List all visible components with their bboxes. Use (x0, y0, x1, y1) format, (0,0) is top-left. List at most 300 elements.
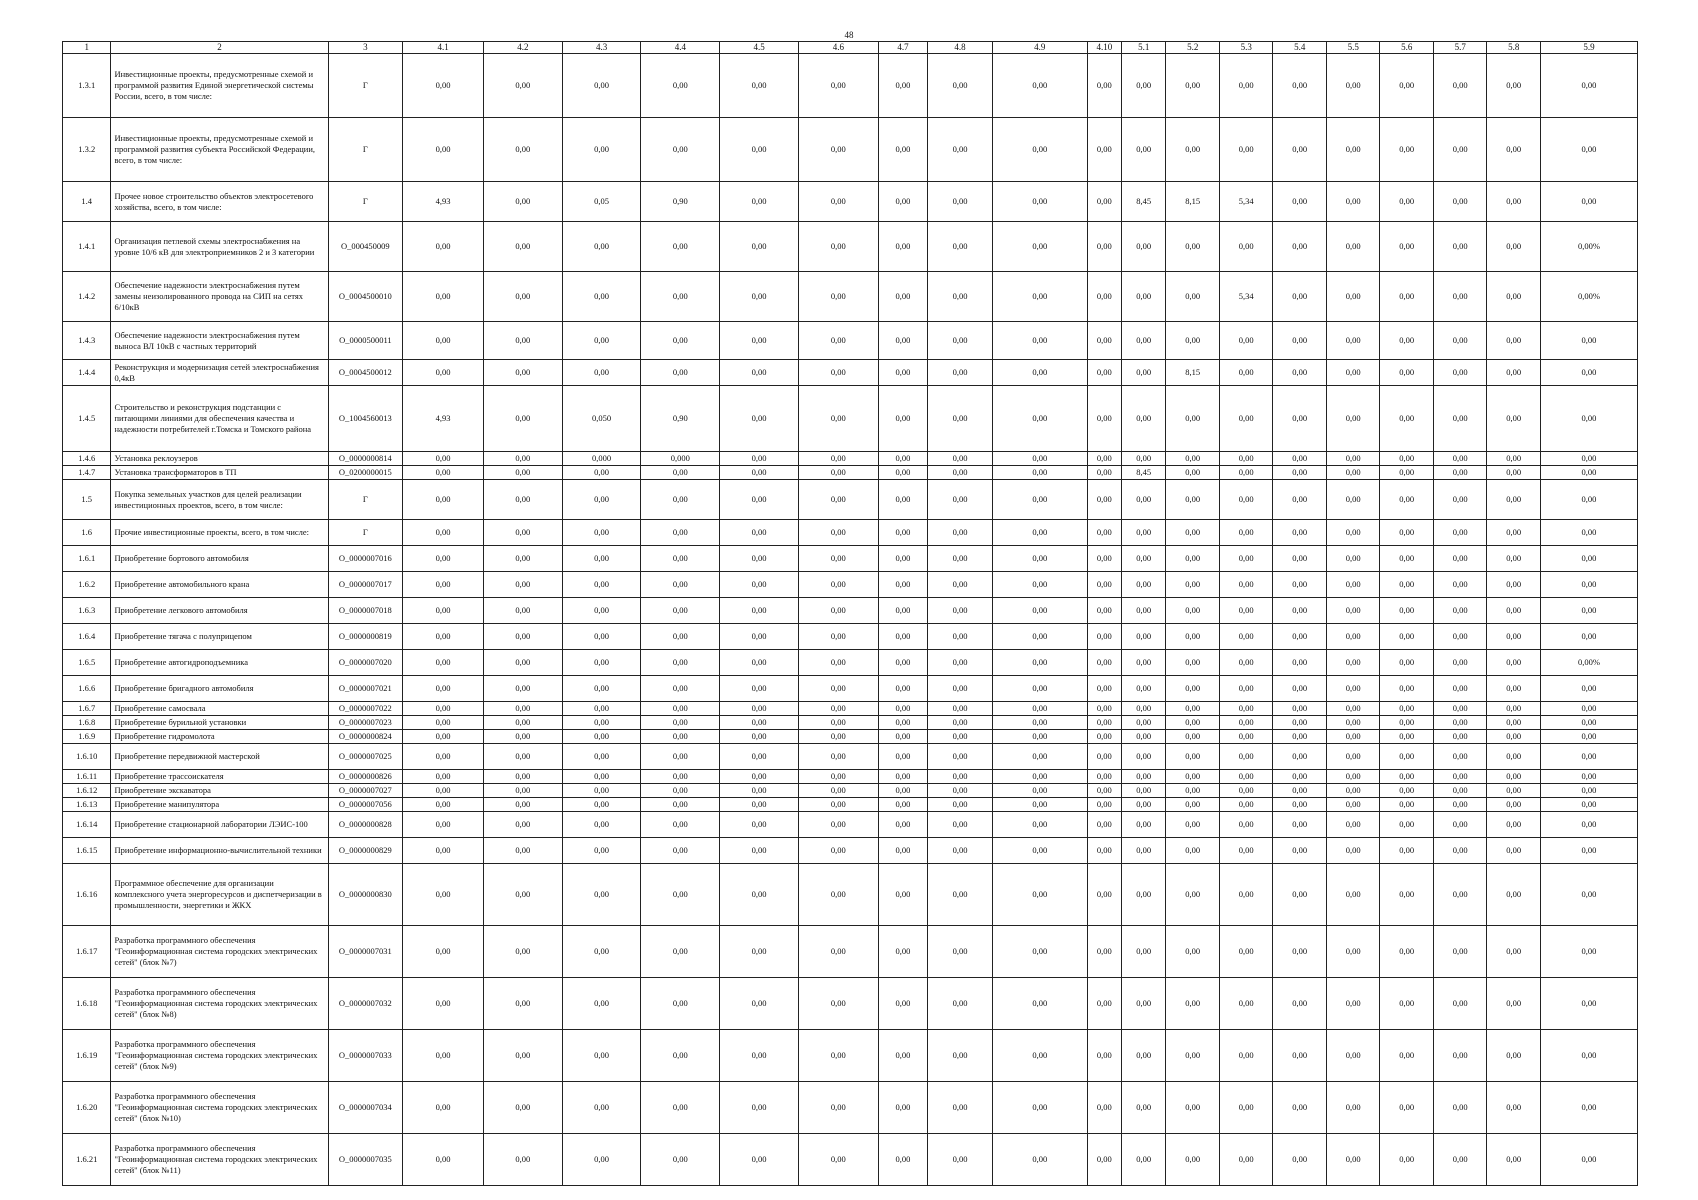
value-cell: 0,00 (878, 676, 927, 702)
value-cell: 0,00 (720, 926, 799, 978)
value-cell: 0,00 (1273, 798, 1327, 812)
value-cell: 0,00 (1219, 598, 1273, 624)
value-cell: 0,00 (1166, 650, 1220, 676)
value-cell: 0,00 (562, 322, 641, 360)
row-code: О_0000007018 (328, 598, 403, 624)
column-header: 5.4 (1273, 42, 1327, 54)
value-cell: 0,00 (1219, 978, 1273, 1030)
value-cell: 0,00 (878, 118, 927, 182)
row-code: О_0004500012 (328, 360, 403, 386)
value-cell: 0,00 (403, 650, 484, 676)
value-cell: 0,00 (1540, 54, 1637, 118)
value-cell: 0,00 (992, 386, 1087, 452)
value-cell: 0,00 (1087, 798, 1121, 812)
value-cell: 0,00 (1273, 480, 1327, 520)
value-cell: 0,00 (1087, 1082, 1121, 1134)
value-cell: 0,00 (1122, 598, 1166, 624)
value-cell: 0,00 (1166, 54, 1220, 118)
row-description: Приобретение бригадного автомобиля (111, 676, 328, 702)
row-description: Приобретение гидромолота (111, 730, 328, 744)
value-cell: 0,00 (1122, 572, 1166, 598)
value-cell: 0,00 (720, 598, 799, 624)
value-cell: 0,00 (720, 480, 799, 520)
value-cell: 0,00 (798, 54, 878, 118)
value-cell: 0,00 (1219, 360, 1273, 386)
value-cell: 0,00 (483, 452, 562, 466)
value-cell: 0,00 (1433, 624, 1487, 650)
value-cell: 0,00 (1326, 272, 1380, 322)
value-cell: 0,00 (1540, 182, 1637, 222)
value-cell: 0,00 (403, 54, 484, 118)
value-cell: 0,00 (403, 466, 484, 480)
row-code: О_0000500011 (328, 322, 403, 360)
table-row (63, 624, 1638, 650)
value-cell: 0,00 (1487, 572, 1541, 598)
row-code: О_0000007027 (328, 784, 403, 798)
value-cell: 0,00 (1087, 716, 1121, 730)
value-cell: 0,00 (1273, 1134, 1327, 1186)
value-cell: 0,00 (992, 812, 1087, 838)
value-cell: 0,00 (878, 182, 927, 222)
value-cell: 0,00 (992, 182, 1087, 222)
value-cell: 0,00 (1433, 838, 1487, 864)
value-cell: 0,00 (403, 864, 484, 926)
value-cell: 0,00% (1540, 222, 1637, 272)
value-cell: 0,00 (1219, 926, 1273, 978)
value-cell: 0,00 (720, 520, 799, 546)
value-cell: 0,00 (1433, 54, 1487, 118)
value-cell: 0,00 (1122, 650, 1166, 676)
value-cell: 0,00 (1219, 624, 1273, 650)
value-cell: 0,00 (1433, 798, 1487, 812)
value-cell: 0,00 (1087, 182, 1121, 222)
value-cell: 0,00 (403, 1134, 484, 1186)
value-cell: 0,00 (562, 572, 641, 598)
value-cell: 0,00 (641, 624, 720, 650)
table-row (63, 798, 1638, 812)
value-cell: 0,00 (1122, 222, 1166, 272)
value-cell: 0,00 (1219, 812, 1273, 838)
row-number: 1.6.16 (63, 864, 111, 926)
row-description: Приобретение передвижной мастерской (111, 744, 328, 770)
column-header: 3 (328, 42, 403, 54)
value-cell: 0,00 (1540, 784, 1637, 798)
value-cell: 0,00 (1219, 730, 1273, 744)
value-cell: 0,00 (1487, 118, 1541, 182)
row-number: 1.6.15 (63, 838, 111, 864)
value-cell: 0,00 (562, 118, 641, 182)
value-cell: 0,00 (1540, 838, 1637, 864)
row-code: О_0000007032 (328, 978, 403, 1030)
value-cell: 0,00 (1487, 452, 1541, 466)
value-cell: 0,00 (1540, 702, 1637, 716)
value-cell: 0,00 (992, 466, 1087, 480)
value-cell: 0,00 (562, 54, 641, 118)
value-cell: 0,00 (798, 466, 878, 480)
value-cell: 0,00 (641, 716, 720, 730)
value-cell: 0,00 (1380, 716, 1434, 730)
value-cell: 0,00 (641, 360, 720, 386)
value-cell: 0,00 (562, 624, 641, 650)
value-cell: 0,00 (403, 676, 484, 702)
value-cell: 0,00 (928, 624, 993, 650)
value-cell: 0,00 (403, 812, 484, 838)
table-row (63, 978, 1638, 1030)
value-cell: 0,00 (1166, 784, 1220, 798)
value-cell: 0,00 (641, 480, 720, 520)
value-cell: 0,00 (1122, 798, 1166, 812)
value-cell: 0,00 (878, 978, 927, 1030)
value-cell: 0,00 (928, 716, 993, 730)
row-description: Разработка программного обеспечения "Геоинформационная система городских электрических сетей" (блок №11) (111, 1134, 328, 1186)
value-cell: 0,00 (1380, 812, 1434, 838)
value-cell: 0,00 (798, 322, 878, 360)
value-cell: 0,00 (1166, 598, 1220, 624)
value-cell: 0,00 (483, 182, 562, 222)
column-header: 5.6 (1380, 42, 1434, 54)
value-cell: 0,00 (483, 676, 562, 702)
value-cell: 0,00 (1540, 546, 1637, 572)
column-header: 2 (111, 42, 328, 54)
value-cell: 0,00 (878, 572, 927, 598)
value-cell: 0,00 (1087, 520, 1121, 546)
value-cell: 0,00 (1326, 360, 1380, 386)
value-cell: 0,00 (878, 770, 927, 784)
value-cell: 0,00 (1540, 466, 1637, 480)
value-cell: 0,00 (992, 1030, 1087, 1082)
value-cell: 0,00 (403, 978, 484, 1030)
row-number: 1.6.7 (63, 702, 111, 716)
value-cell: 0,00 (1540, 118, 1637, 182)
row-number: 1.6.9 (63, 730, 111, 744)
value-cell: 0,00 (1087, 386, 1121, 452)
value-cell: 0,00 (720, 222, 799, 272)
value-cell: 0,00 (1380, 598, 1434, 624)
row-number: 1.6.18 (63, 978, 111, 1030)
value-cell: 0,00 (1540, 322, 1637, 360)
table-row (63, 572, 1638, 598)
value-cell: 0,00 (1433, 1030, 1487, 1082)
value-cell: 0,00 (928, 650, 993, 676)
value-cell: 0,00 (483, 520, 562, 546)
value-cell: 0,00 (928, 546, 993, 572)
value-cell: 0,00 (1380, 702, 1434, 716)
value-cell: 0,00 (483, 784, 562, 798)
value-cell: 0,00 (1326, 784, 1380, 798)
value-cell: 0,00 (562, 1134, 641, 1186)
value-cell: 0,00 (720, 1134, 799, 1186)
value-cell: 0,00 (1380, 798, 1434, 812)
value-cell: 0,00 (641, 466, 720, 480)
row-description: Приобретение экскаватора (111, 784, 328, 798)
value-cell: 0,00 (1219, 784, 1273, 798)
value-cell: 0,00 (1326, 744, 1380, 770)
row-code: О_0000000819 (328, 624, 403, 650)
row-number: 1.4.2 (63, 272, 111, 322)
value-cell: 0,00 (562, 546, 641, 572)
value-cell: 0,00 (1273, 386, 1327, 452)
row-description: Инвестиционные проекты, предусмотренные схемой и программой развития Единой энергетической системы России, всего, в том числе: (111, 54, 328, 118)
value-cell: 0,00 (720, 650, 799, 676)
value-cell: 0,00 (1326, 572, 1380, 598)
row-code: О_0000007031 (328, 926, 403, 978)
value-cell: 8,45 (1122, 182, 1166, 222)
value-cell: 0,00 (1219, 480, 1273, 520)
value-cell: 0,00 (483, 624, 562, 650)
value-cell: 0,00 (878, 520, 927, 546)
table-row (63, 546, 1638, 572)
value-cell: 0,00 (1487, 978, 1541, 1030)
value-cell: 0,00 (1087, 360, 1121, 386)
value-cell: 0,00 (928, 1030, 993, 1082)
value-cell: 0,00 (720, 730, 799, 744)
value-cell: 0,00 (641, 546, 720, 572)
value-cell: 0,00 (403, 784, 484, 798)
value-cell: 0,00 (1219, 572, 1273, 598)
row-code: О_0000000830 (328, 864, 403, 926)
column-header: 4.4 (641, 42, 720, 54)
row-code: О_0000000814 (328, 452, 403, 466)
value-cell: 0,00 (992, 572, 1087, 598)
value-cell: 0,00 (720, 572, 799, 598)
value-cell: 0,00 (1380, 784, 1434, 798)
value-cell: 0,00 (483, 650, 562, 676)
row-code: О_0000000829 (328, 838, 403, 864)
value-cell: 0,00 (720, 118, 799, 182)
value-cell: 0,00 (1487, 386, 1541, 452)
row-number: 1.6 (63, 520, 111, 546)
value-cell: 0,00 (1166, 864, 1220, 926)
value-cell: 0,00 (1087, 222, 1121, 272)
value-cell: 0,00 (1166, 926, 1220, 978)
value-cell: 0,00 (403, 480, 484, 520)
column-header: 5.1 (1122, 42, 1166, 54)
column-header: 4.1 (403, 42, 484, 54)
row-code: О_000450009 (328, 222, 403, 272)
value-cell: 0,00 (641, 676, 720, 702)
value-cell: 0,00 (1166, 770, 1220, 784)
value-cell: 0,00 (928, 864, 993, 926)
value-cell: 0,00 (928, 54, 993, 118)
row-number: 1.4.1 (63, 222, 111, 272)
value-cell: 0,00 (1273, 1082, 1327, 1134)
table-body (63, 54, 1638, 1186)
value-cell: 0,00 (992, 702, 1087, 716)
value-cell: 0,00 (798, 272, 878, 322)
table-row (63, 520, 1638, 546)
value-cell: 0,00 (1487, 702, 1541, 716)
value-cell: 0,00 (1273, 466, 1327, 480)
value-cell: 0,00 (1540, 812, 1637, 838)
value-cell: 0,00 (992, 838, 1087, 864)
value-cell: 0,00 (1219, 744, 1273, 770)
value-cell: 5,34 (1219, 182, 1273, 222)
value-cell: 0,00 (720, 1082, 799, 1134)
value-cell: 0,00 (1326, 812, 1380, 838)
row-number: 1.4.5 (63, 386, 111, 452)
value-cell: 0,00 (1219, 798, 1273, 812)
value-cell: 0,00 (483, 572, 562, 598)
value-cell: 0,00 (1487, 812, 1541, 838)
value-cell: 0,00 (1219, 838, 1273, 864)
value-cell: 8,45 (1122, 466, 1166, 480)
value-cell: 0,00 (928, 386, 993, 452)
value-cell: 0,00 (1326, 222, 1380, 272)
value-cell: 0,00 (720, 812, 799, 838)
value-cell: 0,00 (562, 864, 641, 926)
table-row (63, 182, 1638, 222)
value-cell: 0,00 (798, 572, 878, 598)
value-cell: 0,00 (798, 222, 878, 272)
value-cell: 0,00 (798, 1134, 878, 1186)
value-cell: 0,00 (1487, 624, 1541, 650)
value-cell: 0,00 (720, 546, 799, 572)
value-cell: 0,00 (1380, 452, 1434, 466)
row-description: Реконструкция и модернизация сетей электроснабжения 0,4кВ (111, 360, 328, 386)
value-cell: 0,00 (403, 798, 484, 812)
row-description: Приобретение легкового автомобиля (111, 598, 328, 624)
value-cell: 0,00 (1433, 716, 1487, 730)
value-cell: 0,00 (1433, 182, 1487, 222)
value-cell: 0,00 (1166, 546, 1220, 572)
table-row (63, 466, 1638, 480)
value-cell: 0,00 (1540, 1030, 1637, 1082)
value-cell: 0,00 (878, 784, 927, 798)
value-cell: 0,00 (928, 838, 993, 864)
value-cell: 0,00 (483, 716, 562, 730)
value-cell: 0,00 (798, 1082, 878, 1134)
value-cell: 0,00 (992, 676, 1087, 702)
value-cell: 0,00 (1273, 702, 1327, 716)
value-cell: 0,00 (1433, 730, 1487, 744)
value-cell: 0,00 (641, 730, 720, 744)
value-cell: 0,00 (562, 798, 641, 812)
value-cell: 0,00 (483, 322, 562, 360)
value-cell: 0,00 (1219, 676, 1273, 702)
value-cell: 0,00 (1273, 546, 1327, 572)
value-cell: 0,00 (1219, 452, 1273, 466)
value-cell: 0,00 (1433, 222, 1487, 272)
column-header: 4.9 (992, 42, 1087, 54)
value-cell: 0,00 (1433, 520, 1487, 546)
value-cell: 0,00 (1122, 1082, 1166, 1134)
value-cell: 0,00 (1540, 572, 1637, 598)
value-cell: 0,00 (1433, 598, 1487, 624)
row-description: Приобретение самосвала (111, 702, 328, 716)
value-cell: 0,00 (1540, 452, 1637, 466)
value-cell: 0,00 (798, 118, 878, 182)
row-code: О_0000007034 (328, 1082, 403, 1134)
value-cell: 0,00 (928, 272, 993, 322)
column-header: 1 (63, 42, 111, 54)
table-row (63, 452, 1638, 466)
value-cell: 0,00 (1087, 676, 1121, 702)
table-row (63, 1030, 1638, 1082)
value-cell: 0,00 (483, 546, 562, 572)
value-cell: 0,00 (1433, 864, 1487, 926)
row-number: 1.6.8 (63, 716, 111, 730)
value-cell: 0,00 (641, 54, 720, 118)
value-cell: 0,00 (1273, 978, 1327, 1030)
table-row (63, 716, 1638, 730)
row-number: 1.3.2 (63, 118, 111, 182)
column-header: 4.5 (720, 42, 799, 54)
value-cell: 0,00 (720, 838, 799, 864)
value-cell: 0,00 (1433, 546, 1487, 572)
value-cell: 0,00 (1166, 452, 1220, 466)
value-cell: 0,00 (1122, 322, 1166, 360)
value-cell: 0,00 (720, 272, 799, 322)
value-cell: 0,00 (798, 386, 878, 452)
value-cell: 0,00 (1087, 624, 1121, 650)
value-cell: 0,00 (928, 798, 993, 812)
value-cell: 0,00 (1540, 1082, 1637, 1134)
value-cell: 0,00 (1380, 864, 1434, 926)
value-cell: 0,00 (1122, 770, 1166, 784)
value-cell: 0,00 (1087, 322, 1121, 360)
row-description: Установка реклоузеров (111, 452, 328, 466)
value-cell: 0,00 (1380, 744, 1434, 770)
header-row (63, 42, 1638, 54)
row-code: О_0000000824 (328, 730, 403, 744)
value-cell: 0,00 (403, 322, 484, 360)
value-cell: 0,00 (1487, 784, 1541, 798)
value-cell: 0,00 (641, 1134, 720, 1186)
value-cell: 0,00 (403, 624, 484, 650)
value-cell: 0,00 (483, 838, 562, 864)
value-cell: 0,00 (641, 118, 720, 182)
row-description: Инвестиционные проекты, предусмотренные схемой и программой развития субъекта Российской Федерации, всего, в том числе: (111, 118, 328, 182)
value-cell: 0,00 (1487, 650, 1541, 676)
value-cell: 0,00 (641, 598, 720, 624)
value-cell: 0,00 (1487, 182, 1541, 222)
value-cell: 0,00 (1540, 520, 1637, 546)
row-number: 1.6.20 (63, 1082, 111, 1134)
value-cell: 0,00 (992, 650, 1087, 676)
value-cell: 0,00 (1166, 118, 1220, 182)
value-cell: 0,00 (720, 716, 799, 730)
value-cell: 0,00 (1166, 978, 1220, 1030)
value-cell: 0,00 (403, 272, 484, 322)
value-cell: 0,00 (720, 452, 799, 466)
value-cell: 0,00 (928, 1082, 993, 1134)
value-cell: 0,00 (1380, 650, 1434, 676)
table-row (63, 676, 1638, 702)
value-cell: 0,00 (1219, 546, 1273, 572)
value-cell: 0,00 (483, 1030, 562, 1082)
value-cell: 0,00 (1380, 546, 1434, 572)
value-cell: 0,00 (1326, 864, 1380, 926)
value-cell: 0,00 (1487, 54, 1541, 118)
value-cell: 0,00 (1122, 730, 1166, 744)
row-description: Приобретение манипулятора (111, 798, 328, 812)
value-cell: 0,00 (720, 784, 799, 798)
value-cell: 0,00 (798, 598, 878, 624)
value-cell: 0,00 (483, 864, 562, 926)
value-cell: 0,00 (928, 118, 993, 182)
value-cell: 0,00 (1433, 812, 1487, 838)
value-cell: 0,00 (1433, 466, 1487, 480)
value-cell: 0,00 (798, 452, 878, 466)
row-description: Организация петлевой схемы электроснабжения на уровне 10/6 кВ для электроприемников 2 и 3 категории (111, 222, 328, 272)
value-cell: 0,00 (1487, 222, 1541, 272)
value-cell: 0,00 (798, 702, 878, 716)
value-cell: 0,00 (1433, 676, 1487, 702)
row-number: 1.4.3 (63, 322, 111, 360)
value-cell: 0,00 (1273, 744, 1327, 770)
value-cell: 0,00 (1326, 466, 1380, 480)
row-number: 1.5 (63, 480, 111, 520)
